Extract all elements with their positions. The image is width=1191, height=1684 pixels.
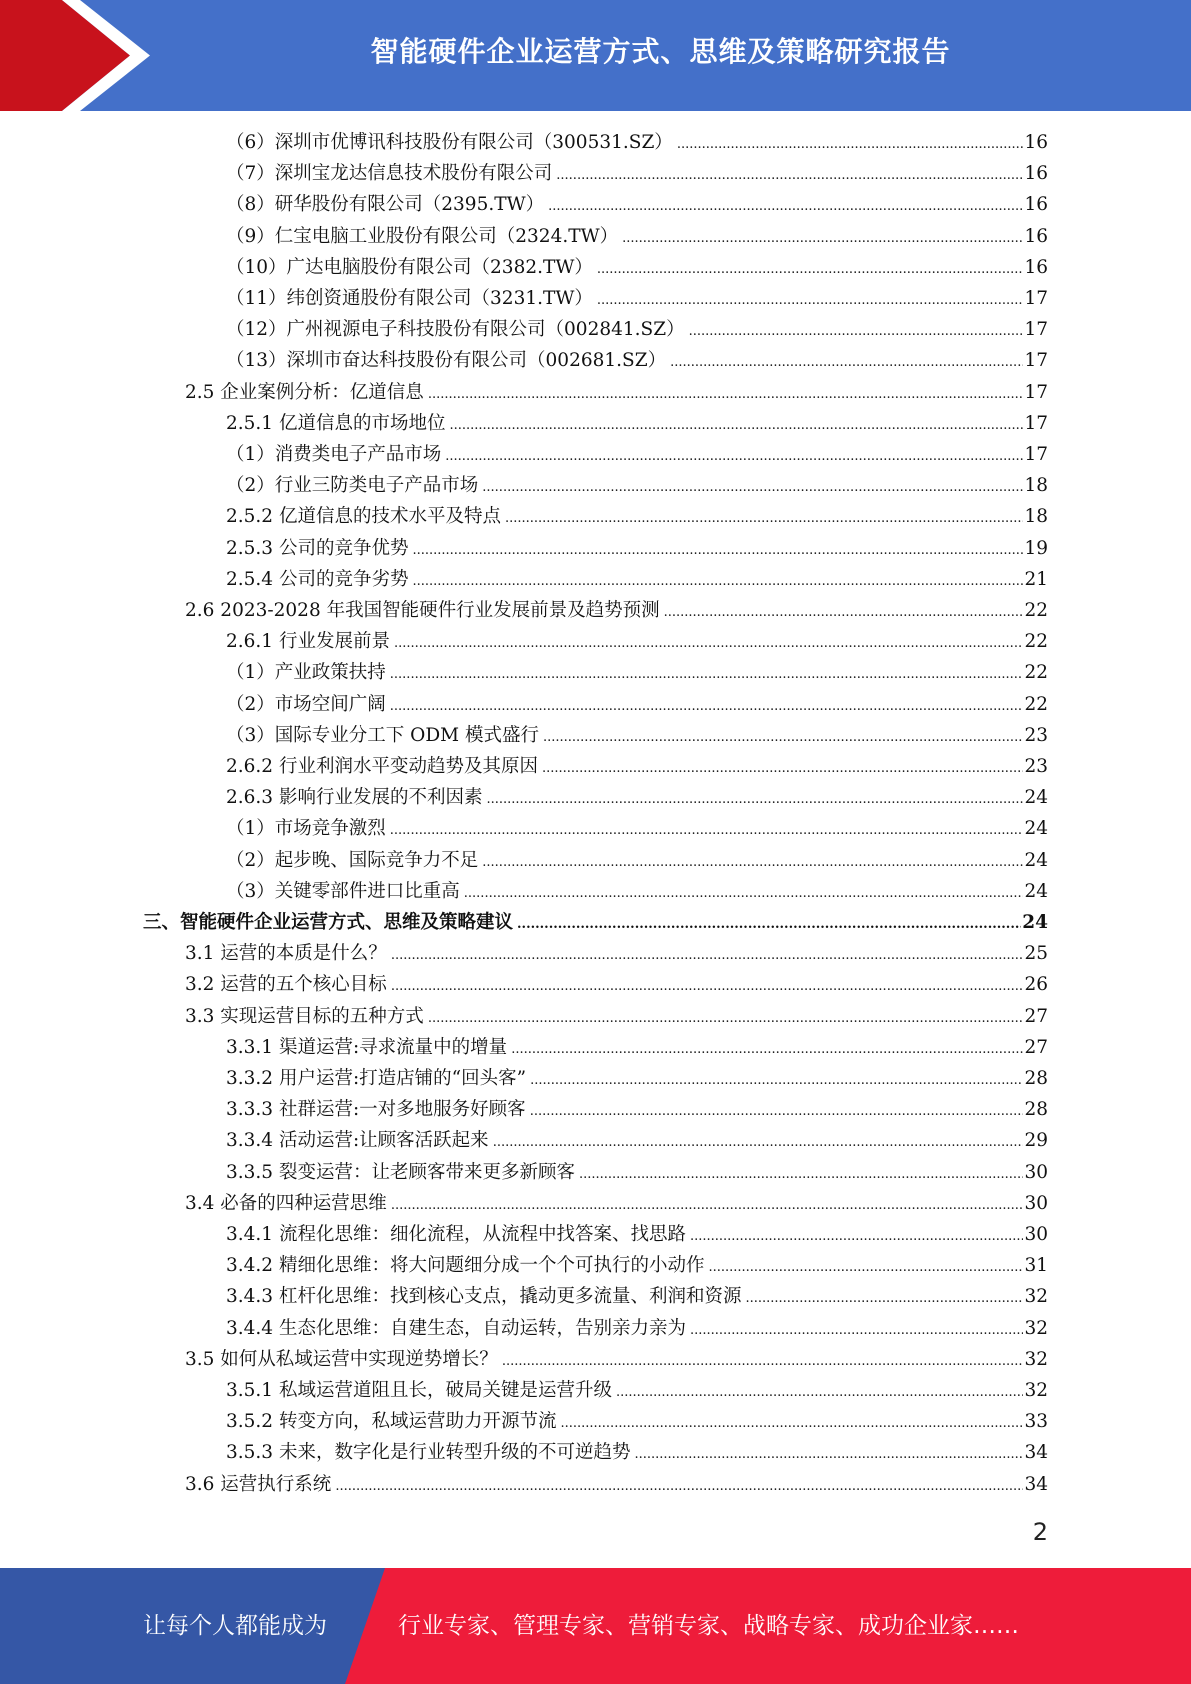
toc-leader-dots [597, 285, 1024, 316]
toc-entry[interactable] [226, 1094, 1048, 1125]
toc-leader-dots [428, 379, 1024, 410]
toc-entry-page: 24 [1024, 818, 1048, 840]
toc-entry[interactable] [226, 626, 1048, 657]
toc-leader-dots [493, 1127, 1024, 1158]
toc-entry[interactable] [226, 689, 1048, 720]
toc-leader-dots [543, 722, 1023, 753]
toc-entry[interactable] [226, 158, 1048, 189]
toc-entry-page: 34 [1024, 1442, 1048, 1464]
page-footer [0, 1568, 1191, 1684]
toc-entry[interactable] [226, 1437, 1048, 1468]
toc-entry-page: 32 [1024, 1348, 1048, 1370]
toc-entry[interactable] [185, 1188, 1048, 1219]
toc-leader-dots [556, 160, 1023, 191]
toc-entry-title: 3.5.1 私域运营道阻且长，破局关键是运营升级 [226, 1380, 612, 1401]
toc-entry[interactable] [226, 345, 1048, 376]
toc-leader-dots [391, 940, 1024, 971]
toc-entry-title: 3.3.2 用户运营:打造店铺的“回头客” [226, 1068, 527, 1089]
report-title: 智能硬件企业运营方式、思维及策略研究报告 [370, 35, 951, 68]
toc-entry[interactable] [226, 314, 1048, 345]
toc-leader-dots [412, 535, 1023, 566]
toc-entry-page: 23 [1024, 724, 1048, 746]
toc-entry-page: 24 [1024, 849, 1048, 871]
toc-entry-page: 17 [1024, 444, 1048, 465]
toc-entry-title: 三、智能硬件企业运营方式、思维及策略建议 [143, 912, 514, 933]
toc-entry-page: 29 [1024, 1130, 1048, 1152]
toc-entry-title: （2）起步晚、国际竞争力不足 [226, 849, 479, 871]
toc-entry-title: （7）深圳宝龙达信息技术股份有限公司 [226, 163, 553, 185]
toc-entry-page: 16 [1024, 225, 1048, 247]
toc-entry-page: 16 [1024, 163, 1048, 185]
toc-leader-dots [428, 1003, 1024, 1034]
toc-entry-title: 2.5.3 公司的竞争优势 [226, 537, 409, 559]
toc-entry-page: 17 [1024, 288, 1048, 309]
red-arrow-decoration [0, 0, 160, 111]
toc-entry[interactable] [185, 969, 1048, 1000]
toc-entry-page: 25 [1024, 943, 1048, 965]
toc-leader-dots [390, 815, 1024, 846]
toc-entry[interactable] [226, 127, 1048, 158]
toc-entry-title: 3.3.3 社群运营:一对多地服务好顾客 [226, 1099, 526, 1121]
toc-entry-page: 32 [1024, 1286, 1048, 1308]
toc-entry-page: 16 [1024, 132, 1048, 153]
toc-leader-dots [335, 1471, 1023, 1502]
toc-entry-page: 16 [1024, 256, 1048, 278]
footer-slogan-left: 让每个人都能成为 [143, 1613, 327, 1639]
toc-leader-dots [486, 784, 1023, 815]
toc-entry-page: 17 [1024, 319, 1048, 341]
toc-leader-dots [449, 410, 1023, 441]
toc-entry[interactable] [226, 876, 1048, 907]
toc-entry-title: 3.1 运营的本质是什么？ [185, 943, 387, 965]
toc-entry-title: 2.5 企业案例分析：亿道信息 [185, 381, 424, 403]
toc-entry-title: 3.4.3 杠杆化思维：找到核心支点，撬动更多流量、利润和资源 [226, 1286, 742, 1308]
toc-entry[interactable] [226, 1063, 1048, 1094]
toc-leader-dots [689, 316, 1024, 347]
toc-leader-dots [622, 223, 1023, 254]
toc-entry[interactable] [226, 189, 1048, 220]
toc-entry[interactable] [185, 938, 1048, 969]
toc-entry-title: 3.3.1 渠道运营:寻求流量中的增量 [226, 1036, 508, 1058]
toc-entry[interactable] [226, 1219, 1048, 1250]
toc-entry-title: （11）纬创资通股份有限公司（3231.TW） [226, 288, 593, 309]
toc-entry[interactable] [185, 595, 1048, 626]
toc-entry-title: （3）关键零部件进口比重高 [226, 880, 460, 902]
toc-entry[interactable] [226, 1313, 1048, 1344]
toc-entry[interactable] [226, 1406, 1048, 1437]
toc-entry[interactable] [226, 720, 1048, 751]
toc-leader-dots [745, 1283, 1023, 1314]
toc-entry[interactable] [226, 1281, 1048, 1312]
toc-entry[interactable] [226, 1375, 1048, 1406]
toc-entry[interactable] [226, 845, 1048, 876]
toc-entry-title: （13）深圳市奋达科技股份有限公司（002681.SZ） [226, 350, 667, 372]
toc-leader-dots [502, 1346, 1024, 1377]
toc-leader-dots [548, 191, 1023, 222]
toc-entry-page: 18 [1024, 475, 1048, 497]
toc-leader-dots [412, 566, 1023, 597]
toc-leader-dots [517, 909, 1021, 940]
toc-entry-title: （1）市场竞争激烈 [226, 818, 386, 840]
toc-leader-dots [391, 971, 1024, 1002]
toc-entry[interactable] [226, 439, 1048, 470]
toc-entry[interactable] [226, 501, 1048, 532]
toc-entry-title: （10）广达电脑股份有限公司（2382.TW） [226, 256, 593, 278]
toc-entry-title: 3.5.2 转变方向，私域运营助力开源节流 [226, 1411, 557, 1433]
toc-entry[interactable] [226, 1125, 1048, 1156]
toc-entry-title: 3.5.3 未来，数字化是行业转型升级的不可逆趋势 [226, 1442, 631, 1464]
toc-entry-page: 22 [1024, 662, 1048, 684]
toc-entry-page: 17 [1024, 350, 1048, 372]
toc-entry-title: 2.6.1 行业发展前景 [226, 631, 390, 653]
toc-entry-page: 30 [1024, 1224, 1048, 1245]
toc-entry-title: 3.6 运营执行系统 [185, 1473, 332, 1495]
toc-entry-page: 18 [1024, 506, 1048, 528]
toc-entry[interactable] [226, 1032, 1048, 1063]
toc-entry[interactable] [226, 751, 1048, 782]
toc-entry-page: 22 [1024, 600, 1048, 621]
toc-leader-dots [394, 628, 1023, 659]
toc-leader-dots [664, 597, 1024, 628]
toc-entry-title: 2.6.3 影响行业发展的不利因素 [226, 787, 483, 809]
toc-entry-title: （8）研华股份有限公司（2395.TW） [226, 194, 545, 216]
toc-entry[interactable] [185, 377, 1048, 408]
toc-entry-page: 19 [1024, 537, 1048, 559]
toc-entry[interactable] [226, 470, 1048, 501]
toc-entry-title: （3）国际专业分工下 ODM 模式盛行 [226, 724, 539, 746]
toc-leader-dots [616, 1377, 1023, 1408]
toc-entry[interactable] [226, 657, 1048, 688]
toc-leader-dots [390, 659, 1024, 690]
toc-entry-title: 2.6 2023-2028 年我国智能硬件行业发展前景及趋势预测 [185, 600, 660, 621]
toc-leader-dots [708, 1252, 1023, 1283]
toc-entry[interactable] [226, 408, 1048, 439]
toc-entry[interactable] [226, 221, 1048, 252]
toc-entry-page: 21 [1024, 568, 1048, 590]
toc-entry-title: 3.4 必备的四种运营思维 [185, 1192, 387, 1214]
toc-leader-dots [579, 1159, 1023, 1190]
toc-entry-page: 30 [1024, 1161, 1048, 1183]
toc-entry-page: 30 [1024, 1192, 1048, 1214]
toc-leader-dots [445, 441, 1023, 472]
toc-entry-title: （1）消费类电子产品市场 [226, 444, 442, 465]
toc-entry-title: （1）产业政策扶持 [226, 662, 386, 684]
toc-leader-dots [511, 1034, 1023, 1065]
toc-entry[interactable] [226, 252, 1048, 283]
toc-leader-dots [560, 1408, 1023, 1439]
toc-leader-dots [677, 129, 1024, 160]
toc-entry[interactable] [226, 564, 1048, 595]
toc-entry-page: 31 [1024, 1255, 1048, 1277]
toc-leader-dots [690, 1221, 1023, 1252]
toc-leader-dots [542, 753, 1023, 784]
toc-entry[interactable] [226, 1157, 1048, 1188]
toc-entry-title: 3.3 实现运营目标的五种方式 [185, 1005, 424, 1027]
toc-entry-title: 3.2 运营的五个核心目标 [185, 974, 387, 996]
toc-entry-page: 22 [1024, 693, 1048, 715]
toc-entry[interactable] [226, 813, 1048, 844]
toc-entry-title: 2.5.4 公司的竞争劣势 [226, 568, 409, 590]
toc-entry[interactable] [185, 1344, 1048, 1375]
toc-entry-page: 24 [1022, 912, 1048, 933]
toc-entry-title: （2）行业三防类电子产品市场 [226, 475, 479, 497]
toc-entry-page: 26 [1024, 974, 1048, 996]
toc-leader-dots [597, 254, 1024, 285]
toc-entry-title: 2.6.2 行业利润水平变动趋势及其原因 [226, 756, 538, 777]
toc-entry-page: 24 [1024, 880, 1048, 902]
page-header [0, 0, 1191, 111]
toc-entry[interactable] [226, 1250, 1048, 1281]
toc-leader-dots [482, 472, 1023, 503]
toc-entry[interactable] [185, 1001, 1048, 1032]
toc-leader-dots [530, 1096, 1024, 1127]
toc-entry-title: （12）广州视源电子科技股份有限公司（002841.SZ） [226, 319, 685, 341]
toc-leader-dots [634, 1439, 1023, 1470]
toc-entry-page: 33 [1024, 1411, 1048, 1433]
toc-entry[interactable] [226, 533, 1048, 564]
toc-entry-page: 27 [1024, 1005, 1048, 1027]
toc-leader-dots [530, 1065, 1023, 1096]
toc-entry-title: （6）深圳市优博讯科技股份有限公司（300531.SZ） [226, 132, 673, 153]
toc-entry-title: 3.4.4 生态化思维：自建生态，自动运转，告别亲力亲为 [226, 1317, 686, 1339]
toc-entry-title: （9）仁宝电脑工业股份有限公司（2324.TW） [226, 225, 619, 247]
toc-entry[interactable] [226, 782, 1048, 813]
toc-entry-title: 3.5 如何从私域运营中实现逆势增长？ [185, 1348, 498, 1370]
toc-entry[interactable] [143, 907, 1048, 938]
toc-entry-title: 3.3.4 活动运营:让顾客活跃起来 [226, 1130, 489, 1152]
toc-entry-page: 32 [1024, 1380, 1048, 1401]
toc-leader-dots [390, 691, 1024, 722]
toc-entry-title: 3.4.2 精细化思维：将大问题细分成一个个可执行的小动作 [226, 1255, 705, 1277]
toc-entry-title: 2.5.1 亿道信息的市场地位 [226, 412, 446, 434]
toc-entry-page: 17 [1024, 381, 1048, 403]
toc-leader-dots [690, 1315, 1023, 1346]
toc-entry-title: 3.4.1 流程化思维：细化流程，从流程中找答案、找思路 [226, 1224, 686, 1245]
toc-entry-page: 34 [1024, 1473, 1048, 1495]
toc-entry-page: 23 [1024, 756, 1048, 777]
toc-entry-title: 2.5.2 亿道信息的技术水平及特点 [226, 506, 501, 528]
footer-slogan-right: 行业专家、管理专家、营销专家、战略专家、成功企业家…… [398, 1613, 1019, 1639]
toc-entry-page: 27 [1024, 1036, 1048, 1058]
toc-leader-dots [464, 878, 1024, 909]
toc-entry-page: 16 [1024, 194, 1048, 216]
toc-leader-dots [391, 1190, 1024, 1221]
toc-entry-page: 32 [1024, 1317, 1048, 1339]
toc-entry[interactable] [226, 283, 1048, 314]
toc-leader-dots [670, 347, 1023, 378]
toc-entry-page: 24 [1024, 787, 1048, 809]
toc-entry-page: 17 [1024, 412, 1048, 434]
toc-entry-page: 28 [1024, 1099, 1048, 1121]
page-number: 2 [1032, 1518, 1048, 1546]
toc-entry-title: （2）市场空间广阔 [226, 693, 386, 715]
toc-entry-page: 28 [1024, 1068, 1048, 1089]
toc-leader-dots [505, 503, 1023, 534]
toc-entry[interactable] [185, 1469, 1048, 1500]
toc-entry-title: 3.3.5 裂变运营：让老顾客带来更多新顾客 [226, 1161, 575, 1183]
toc-entry-page: 22 [1024, 631, 1048, 653]
toc-leader-dots [482, 847, 1023, 878]
